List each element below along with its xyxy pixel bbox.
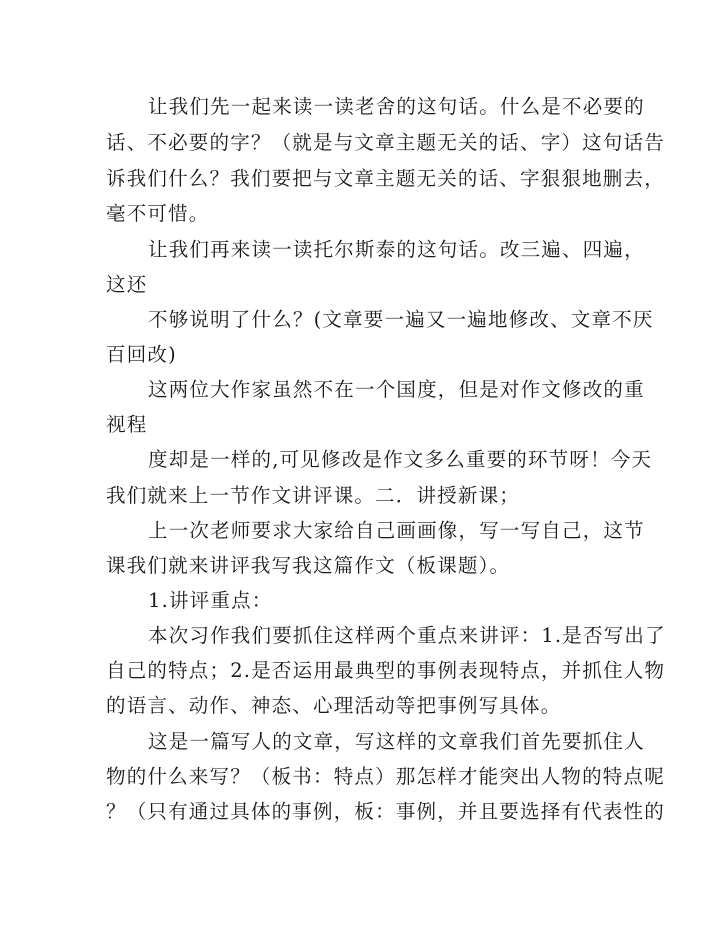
text-line: 这还 (106, 273, 148, 296)
text-line: 话、不必要的字？（就是与文章主题无关的话、字）这句话告 (106, 131, 665, 154)
text-line: 这两位大作家虽然不在一个国度，但是对作文修改的重 (148, 378, 645, 401)
text-line: 毫不可惜。 (106, 202, 210, 225)
text-line: 百回改) (106, 343, 177, 366)
text-line: 这是一篇写人的文章，写这样的文章我们首先要抓住人 (148, 730, 645, 753)
text-line: ？（只有通过具体的事例，板：事例，并且要选择有代表性的 (106, 800, 665, 823)
text-line: 我们就来上一节作文讲评课。二．讲授新课； (106, 484, 521, 507)
section-heading: 1.讲评重点： (148, 589, 273, 612)
text-line: 度却是一样的,可见修改是作文多么重要的环节呀！今天 (148, 448, 653, 471)
text-line: 不够说明了什么？(文章要一遍又一遍地修改、文章不厌 (148, 308, 654, 331)
text-line: 自己的特点；2.是否运用最典型的事例表现特点，并抓住人物 (106, 659, 666, 682)
text-line: 的语言、动作、神态、心理活动等把事例写具体。 (106, 694, 562, 717)
text-line: 诉我们什么？我们要把与文章主题无关的话、字狠狠地删去， (106, 167, 665, 190)
text-line: 本次习作我们要抓住这样两个重点来讲评：1.是否写出了 (148, 624, 666, 647)
text-line: 上一次老师要求大家给自己画画像，写一写自己，这节 (148, 519, 645, 542)
text-line: 课我们就来讲评我写我这篇作文（板课题）。 (106, 554, 511, 577)
text-line: 让我们再来读一读托尔斯泰的这句话。改三遍、四遍， (148, 238, 645, 261)
text-line: 让我们先一起来读一读老舍的这句话。什么是不必要的 (148, 95, 645, 118)
text-line: 视程 (106, 413, 148, 436)
text-line: 物的什么来写？（板书：特点）那怎样才能突出人物的特点呢 (106, 765, 665, 788)
